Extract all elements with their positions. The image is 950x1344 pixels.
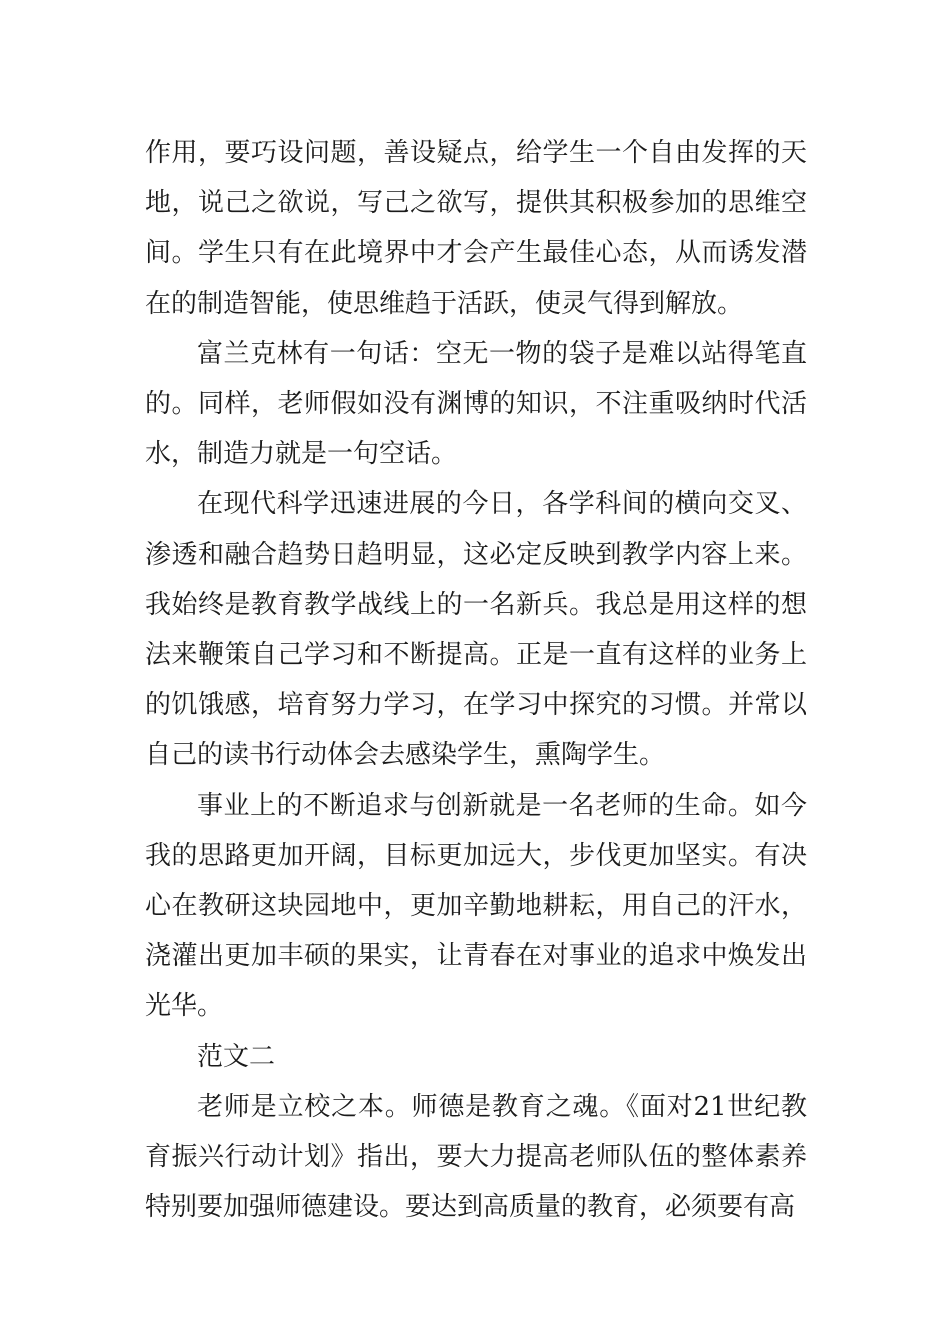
paragraph-career-pursuit: 事业上的不断追求与创新就是一名老师的生命。如今我的思路更加开阔，目标更加远大，步伐更加坚实。有决心在教研这块园地中，更加辛勤地耕耘，用自己的汗水，浇灌出更加丰硕的果实，让青春在对事业的追求中焕发出光华。 [145, 790, 807, 1022]
paragraph-continuation: 作用，要巧设问题，善设疑点，给学生一个自由发挥的天地，说己之欲说，写己之欲写，提供其积极参加的思维空间。学生只有在此境界中才会产生最佳心态，从而诱发潜在的制造智能，使思维趋于活跃，使灵气得到解放。 [145, 138, 807, 319]
document-body [145, 128, 807, 1232]
paragraph-teacher-ethics: 老师是立校之本。师德是教育之魂。《面对21世纪教育振兴行动计划》指出，要大力提高老师队伍的整体素养特别要加强师德建设。要达到高质量的教育，必须要有高 [145, 1091, 807, 1223]
section-heading: 范文二 [197, 1041, 276, 1072]
paragraph-modern-science: 在现代科学迅速进展的今日，各学科间的横向交叉、渗透和融合趋势日趋明显，这必定反映到教学内容上来。我始终是教育教学战线上的一名新兵。我总是用这样的想法来鞭策自己学习和不断提高。正是一直有这样的业务上的饥饿感，培育努力学习，在学习中探究的习惯。并常以自己的读书行动体会去感染学生，熏陶学生。 [145, 489, 807, 771]
paragraph-franklin-quote: 富兰克林有一句话：空无一物的袋子是难以站得笔直的。同样，老师假如没有渊博的知识，不注重吸纳时代活水，制造力就是一句空话。 [145, 338, 807, 470]
